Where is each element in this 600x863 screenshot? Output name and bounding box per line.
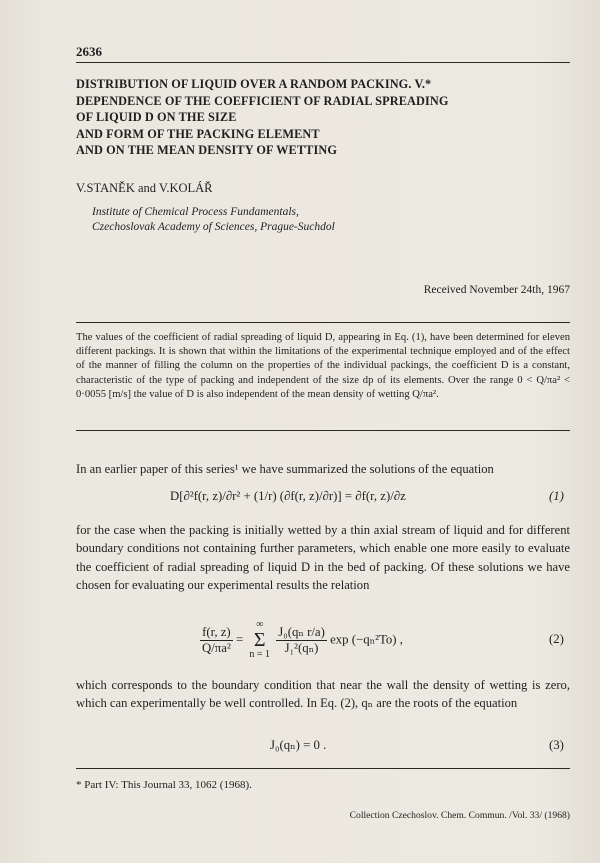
lhs-denominator: Q/πa² — [202, 640, 231, 655]
equation-1-number: (1) — [549, 489, 564, 503]
summation-operator — [249, 620, 270, 660]
affiliation — [92, 205, 335, 235]
authors: V.STANĚK and V.KOLÁŘ — [76, 181, 213, 195]
exp-term: exp (−qₙ²To) , — [330, 632, 403, 647]
title-line: AND FORM OF THE PACKING ELEMENT — [76, 126, 320, 141]
rhs-denominator: J₁²(qₙ) — [284, 640, 319, 655]
title-line: DEPENDENCE OF THE COEFFICIENT OF RADIAL SPREADING — [76, 93, 449, 108]
page-number: 2636 — [76, 44, 102, 59]
abstract-text: The values of the coefficient of radial spreading of liquid D, appearing in Eq. (1), have been determined for eleven different packings. It is shown that within the limitations of the experimental technique employed and of the effect of the manner of filling the column on the properties of the individual packings, the coefficient D is a constant, characteristic of the type of packing and independent of the size dp of its elements. Over the range 0 < Q/πa² < 0·0055 [m/s] the value of D is also independent of the mean density of wetting Q/πa². — [76, 332, 570, 400]
abstract — [76, 331, 570, 402]
affiliation-line: Czechoslovak Academy of Sciences, Prague-Suchdol — [92, 221, 335, 233]
abstract-bottom-rule — [76, 430, 570, 431]
equation-2-lhs — [200, 625, 233, 656]
body-paragraph: which corresponds to the boundary condition that near the wall the density of wetting is zero, which can experimentally be well controlled. In Eq. (2), qₙ are the roots of the equation — [76, 678, 570, 711]
equation-2-rhs — [276, 625, 327, 656]
equals-sign: = — [235, 632, 244, 647]
equation-3-number: (3) — [549, 738, 564, 752]
received-date: Received November 24th, 1967 — [423, 284, 570, 296]
header-rule — [76, 62, 570, 63]
footnote: * Part IV: This Journal 33, 1062 (1968). — [76, 779, 252, 791]
title-line: DISTRIBUTION OF LIQUID OVER A RANDOM PACKING. V.* — [76, 77, 432, 91]
affiliation-line: Institute of Chemical Process Fundamentals, — [92, 206, 299, 218]
article-title — [76, 76, 546, 159]
sum-upper-limit: ∞ — [256, 619, 264, 630]
sum-lower-limit: n = 1 — [249, 649, 271, 660]
body-paragraph: for the case when the packing is initially wetted by a thin axial stream of liquid and for different boundary conditions not containing further parameters, which enable one more easily to evaluate the coefficient of radial spreading of liquid D in the bed of packing. Of these solutions we have chosen for evaluating our experimental results the relation — [76, 523, 570, 593]
journal-footer: Collection Czechoslov. Chem. Commun. /Vol. 33/ (1968) — [349, 810, 570, 821]
title-line: AND ON THE MEAN DENSITY OF WETTING — [76, 143, 337, 157]
equation-3: J₀(qₙ) = 0 . — [270, 738, 327, 752]
sum-sign: Σ — [253, 629, 266, 651]
equation-2 — [200, 620, 403, 660]
title-line: OF LIQUID D ON THE SIZE — [76, 110, 237, 124]
body-paragraph: In an earlier paper of this series¹ we have summarized the solutions of the equation — [76, 462, 494, 476]
rhs-numerator: J₀(qₙ r/a) — [278, 624, 325, 639]
footnote-rule — [76, 768, 570, 769]
lhs-numerator: f(r, z) — [200, 625, 233, 641]
equation-1: D[∂²f(r, z)/∂r² + (1/r) (∂f(r, z)/∂r)] = ∂f(r, z)/∂z — [170, 489, 406, 503]
equation-2-number: (2) — [549, 632, 564, 646]
abstract-top-rule — [76, 322, 570, 323]
